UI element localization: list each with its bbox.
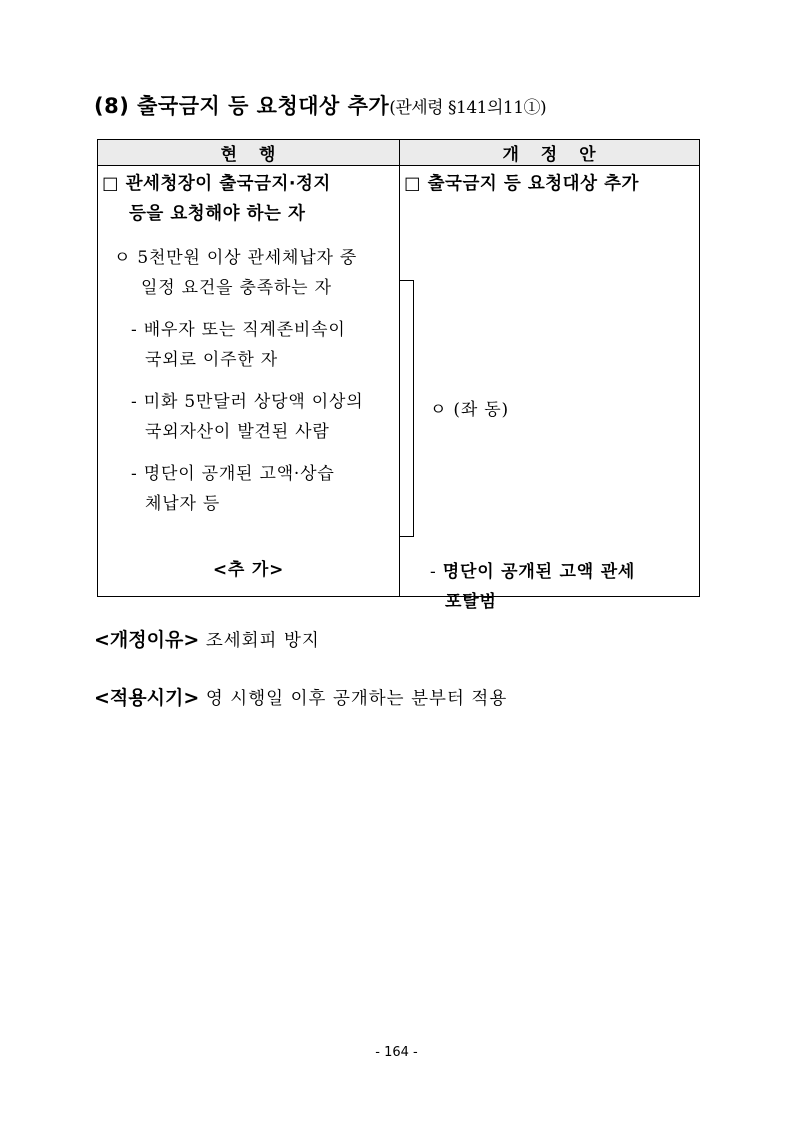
comparison-table xyxy=(97,139,700,612)
current-item-1: ㅇ 5천만원 이상 관세체납자 중 xyxy=(114,248,358,268)
current-added-placeholder: <추 가> xyxy=(212,560,285,580)
checkbox-square-icon: □ xyxy=(102,174,120,194)
current-cell xyxy=(98,166,400,597)
timing-text: 영 시행일 이후 공개하는 분부터 적용 xyxy=(205,689,508,709)
proposed-added-dash: - xyxy=(430,562,437,582)
current-subitem-2-cont: 국외자산이 발견된 사람 xyxy=(145,422,330,442)
header-proposed: 개 정 안 xyxy=(400,140,700,166)
page-number: - 164 - xyxy=(375,1045,418,1060)
bracket-marker xyxy=(400,280,414,537)
current-subitem-2: - 미화 5만달러 상당액 이상의 xyxy=(131,392,364,412)
current-item-1-cont: 일정 요건을 충족하는 자 xyxy=(141,278,332,298)
timing-label: <적용시기> xyxy=(94,687,200,709)
current-box-title-line1 xyxy=(102,169,331,199)
amendment-reason xyxy=(94,625,320,652)
legal-reference: (관세령 §141의11①) xyxy=(389,98,547,118)
current-subitem-3: - 명단이 공개된 고액·상습 xyxy=(131,464,335,484)
proposed-same-as-left: ㅇ (좌 동) xyxy=(430,400,509,420)
proposed-box-title-text: 출국금지 등 요청대상 추가 xyxy=(427,174,639,194)
current-subitem-1-cont: 국외로 이주한 자 xyxy=(145,350,278,370)
reason-text: 조세회피 방지 xyxy=(205,631,320,651)
section-title: (8) 출국금지 등 요청대상 추가 xyxy=(94,94,390,118)
current-subitem-3-cont: 체납자 등 xyxy=(145,494,221,514)
current-subitem-1: - 배우자 또는 직계존비속이 xyxy=(131,320,346,340)
proposed-cell xyxy=(400,166,700,612)
current-box-title-text: 관세청장이 출국금지·정지 xyxy=(125,174,331,194)
checkbox-square-icon: □ xyxy=(404,174,422,194)
application-timing xyxy=(94,683,507,710)
current-box-title-line2: 등을 요청해야 하는 자 xyxy=(129,204,306,224)
proposed-added-line2: 포탈범 xyxy=(445,592,497,612)
proposed-box-title xyxy=(404,169,639,199)
header-current: 현 행 xyxy=(98,140,400,166)
table-body-row xyxy=(98,166,700,597)
reason-label: <개정이유> xyxy=(94,629,200,651)
table-header-row xyxy=(98,140,700,166)
section-heading xyxy=(94,90,734,124)
proposed-added-text: 명단이 공개된 고액 관세 xyxy=(442,562,636,582)
proposed-added-line1 xyxy=(430,558,635,586)
